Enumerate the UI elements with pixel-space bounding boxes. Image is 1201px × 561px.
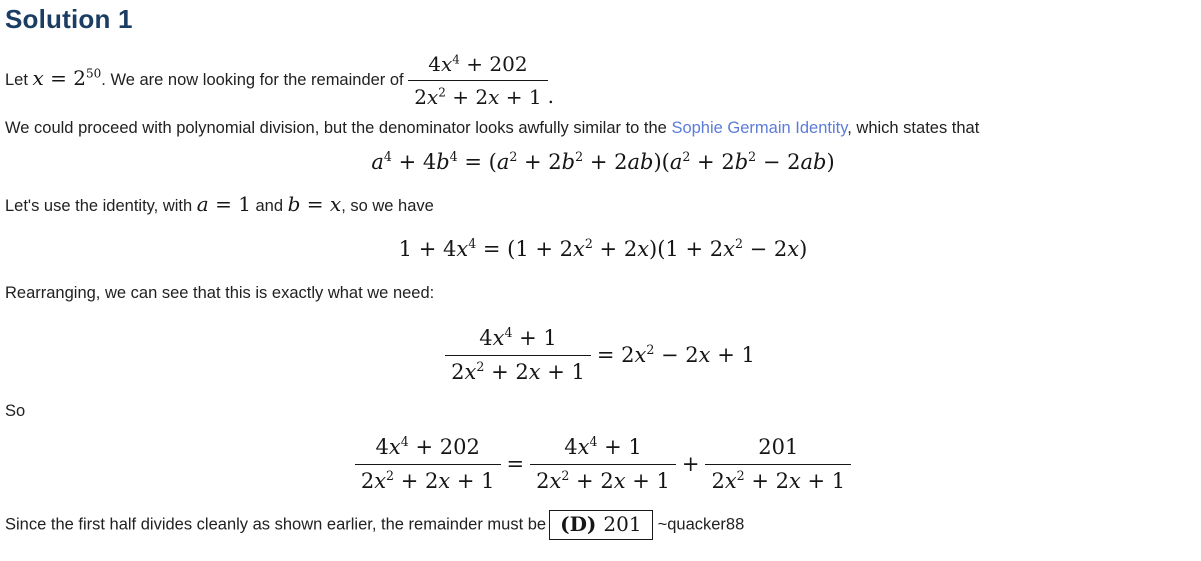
fraction-numerator: $4x^4 + 202$: [355, 434, 501, 465]
equation-right-hand-side: = $2x^2 - 2x + 1$: [596, 342, 755, 368]
text-pre: Let's use the identity, with: [5, 197, 197, 216]
fraction-denominator: $2x^2 + 2x + 1$: [711, 468, 846, 494]
fraction-numerator: $4x^4 + 1$: [445, 325, 591, 356]
page-title: Solution 1: [5, 4, 133, 34]
paragraph-rearranging: Rearranging, we can see that this is exactly what we need:: [5, 283, 435, 302]
boxed-answer: [549, 510, 652, 540]
attribution: ~quacker88: [657, 515, 745, 534]
inline-fraction: [408, 51, 547, 110]
text-mid: and: [250, 197, 288, 216]
fraction-denominator: $2x^2 + 2x + 1$: [414, 85, 542, 109]
paragraph-intro: [5, 51, 1201, 110]
text-post-link: , which states that: [847, 119, 980, 137]
intro-text-period: .: [547, 83, 554, 108]
paragraph-conclusion: [5, 510, 1201, 540]
fraction-right: [705, 434, 851, 495]
plus-sign: +: [681, 452, 700, 477]
equals-sign: =: [506, 452, 525, 477]
paragraph-so: So: [5, 401, 26, 420]
fraction-numerator: 201: [705, 434, 851, 465]
intro-text-mid: . We are now looking for the remainder of: [101, 70, 409, 89]
display-equation-sophie-germain: $a^4 + 4b^4 = (a^2 + 2b^2 + 2ab)(a^2 + 2b^2 - 2ab)$: [371, 149, 835, 174]
fraction-middle: [530, 434, 676, 495]
intro-text-pre: Let: [5, 70, 33, 89]
inline-math-a-equals-1: a = 1: [196, 192, 251, 217]
conclusion-text: Since the first half divides cleanly as shown earlier, the remainder must be: [5, 515, 547, 534]
answer-choice-label: (D): [560, 512, 597, 537]
fraction-denominator: $2x^2 + 2x + 1$: [536, 468, 670, 494]
fraction-numerator: $4x^4 + 202$: [408, 51, 547, 81]
fraction-left: [355, 434, 501, 495]
text-post: , so we have: [341, 197, 434, 216]
display-equation-substituted-identity: $1 + 4x^4 = (1 + 2x^2 + 2x)(1 + 2x^2 - 2x)$: [398, 236, 808, 262]
paragraph-polynomial-division: [5, 117, 1201, 139]
inline-math-b-equals-x: b = x: [287, 192, 342, 217]
fraction: [445, 325, 591, 386]
paragraph-use-identity: [5, 193, 1201, 217]
inline-math-x-definition: $x = 2^{50}$: [32, 65, 102, 90]
display-equation-split-fraction: [5, 434, 1201, 495]
text-pre-link: We could proceed with polynomial division, but the denominator looks awfully similar to the: [5, 119, 672, 137]
answer-value: 201: [603, 512, 642, 537]
sophie-germain-identity-link[interactable]: Sophie Germain Identity: [671, 119, 848, 137]
fraction-denominator: $2x^2 + 2x + 1$: [451, 358, 585, 384]
fraction-numerator: $4x^4 + 1$: [530, 434, 676, 465]
fraction-denominator: $2x^2 + 2x + 1$: [360, 468, 495, 494]
display-equation-clean-division: [5, 325, 1201, 386]
